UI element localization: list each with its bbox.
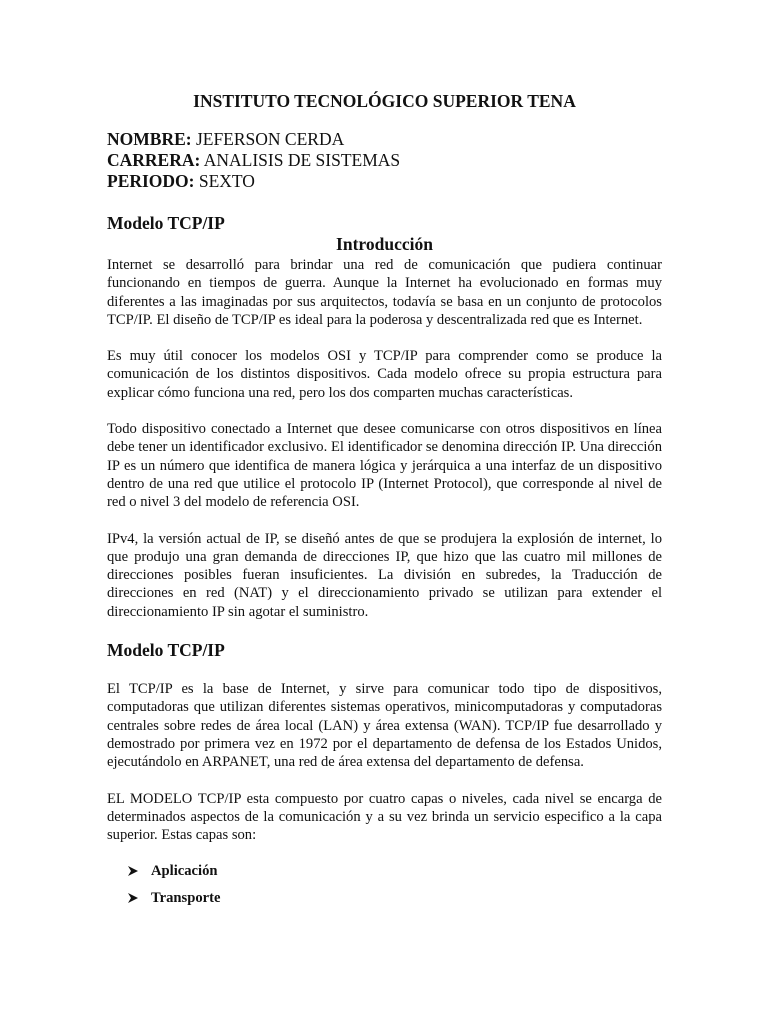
list-item: [127, 889, 662, 907]
section-heading-modelo: Modelo TCP/IP: [107, 213, 225, 233]
arrowhead-bullet-icon: [127, 865, 139, 877]
student-info: [107, 129, 662, 192]
paragraph: IPv4, la versión actual de IP, se diseñó antes de que se produjera la explosión de internet, lo que produjo una gran demanda de direcciones IP, que hizo que las cuatro mil millones de direcciones posibles fueran insuficientes. La división en subredes, la Traducción de direcciones en red (NAT) y el direccionamiento privado se utilizan para extender el direccionamiento IP sin agotar el suministro.: [107, 530, 662, 620]
paragraph: Todo dispositivo conectado a Internet que desee comunicarse con otros dispositivos en línea debe tener un identificador exclusivo. El identificador se denomina dirección IP. Una dirección IP es un número que identifica de manera lógica y jerárquica a una interfaz de un dispositivo dentro de una red que utilice el protocolo IP (Internet Protocol), que corresponde al nivel de red o nivel 3 del modelo de referencia OSI.: [107, 421, 662, 511]
meta-line-carrera: [107, 150, 662, 171]
meta-value: JEFERSON CERDA: [191, 129, 345, 149]
meta-label: CARRERA:: [107, 150, 201, 170]
intro-heading: Introducción: [336, 234, 433, 254]
arrowhead-bullet-icon: [127, 892, 139, 904]
meta-label: NOMBRE:: [107, 129, 192, 149]
meta-line-periodo: [107, 171, 662, 192]
list-item-label: Transporte: [151, 890, 221, 907]
meta-value: SEXTO: [194, 171, 255, 191]
meta-label: PERIODO:: [107, 171, 195, 191]
list-item: [127, 862, 662, 880]
layers-list: [107, 862, 662, 907]
paragraph: Internet se desarrolló para brindar una red de comunicación que pudiera continuar funcionando en tiempos de guerra. Aunque la Internet ha evolucionado en formas muy diferentes a las imaginadas por sus arquitectos, todavía se basa en un conjunto de protocolos TCP/IP. El diseño de TCP/IP es ideal para la poderosa y descentralizada red que es Internet.: [107, 257, 662, 328]
section-heading-modelo-2: Modelo TCP/IP: [107, 640, 225, 661]
institution-title: INSTITUTO TECNOLÓGICO SUPERIOR TENA: [193, 91, 576, 111]
meta-value: ANALISIS DE SISTEMAS: [200, 150, 401, 170]
paragraph: Es muy útil conocer los modelos OSI y TCP/IP para comprender como se produce la comunicación de los distintos dispositivos. Cada modelo ofrece su propia estructura para explicar cómo funciona una red, pero los dos comparten muchas características.: [107, 348, 662, 401]
paragraph: EL MODELO TCP/IP esta compuesto por cuatro capas o niveles, cada nivel se encarga de determinados aspectos de la comunicación y a su vez brinda un servicio especifico a la capa superior. Estas capas son:: [107, 790, 662, 844]
meta-line-nombre: [107, 129, 662, 150]
paragraph: El TCP/IP es la base de Internet, y sirve para comunicar todo tipo de dispositivos, computadoras que utilizan diferentes sistemas operativos, minicomputadoras y computadoras centrales sobre redes de área local (LAN) y área extensa (WAN). TCP/IP fue desarrollado y demostrado por primera vez en 1972 por el departamento de defensa de los Estados Unidos, ejecutándolo en ARPANET, una red de área extensa del departamento de defensa.: [107, 681, 662, 771]
list-item-label: Aplicación: [151, 863, 218, 880]
